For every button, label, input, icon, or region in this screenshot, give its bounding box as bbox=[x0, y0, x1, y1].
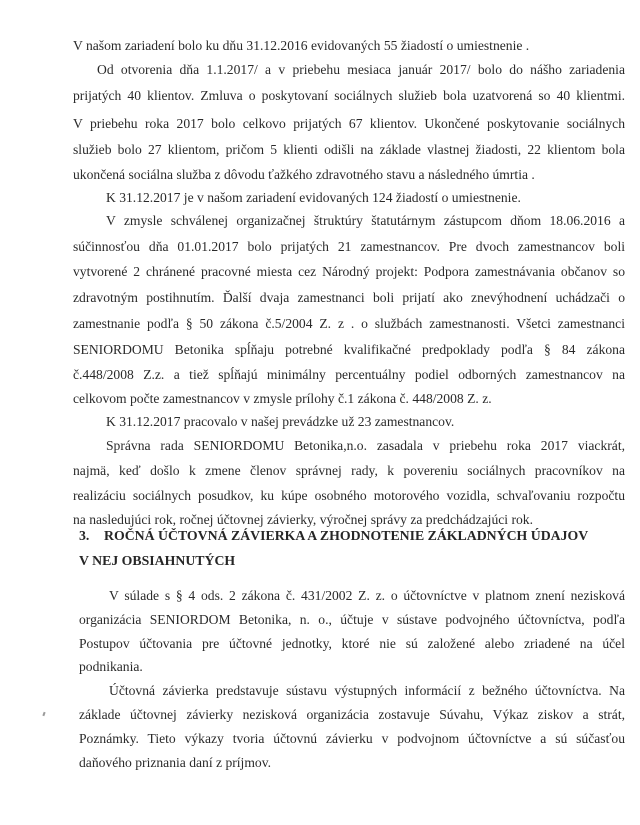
text-line: Správna rada SENIORDOMU Betonika,n.o. zasadala v priebehu roka 2017 viackrát, bbox=[106, 438, 625, 453]
text-line: Účtovná závierka predstavuje sústavu výstupných informácií z bežného účtovníctva. Na bbox=[109, 683, 625, 698]
text-line: K 31.12.2017 je v našom zariadení evidovaných 124 žiadostí o umiestnenie. bbox=[106, 190, 521, 205]
text-line: zamestnanie podľa § 50 zákona č.5/2004 Z. z . o službách zamestnanosti. Všetci zamestnanci bbox=[73, 316, 625, 331]
text-line: služieb bolo 27 klientom, pričom 5 klienti odišli na základe vlastnej žiadosti, 22 klientom bola bbox=[73, 142, 625, 157]
text-line: Postupov účtovania pre účtovné jednotky, ktoré nie sú založené alebo zriadené na účel bbox=[79, 636, 625, 651]
section-number: 3. bbox=[79, 528, 90, 543]
text-line: č.448/2008 Z.z. a tiež spĺňajú minimálny percentuálny podiel odborných zamestnancov na bbox=[73, 367, 625, 382]
text-line: V našom zariadení bolo ku dňu 31.12.2016 evidovaných 55 žiadostí o umiestnenie . bbox=[73, 38, 530, 53]
scan-speck bbox=[42, 712, 45, 716]
text-line: zdravotným postihnutím. Ďalší dvaja zamestnanci boli prijatí ako znevýhodnení uchádzači o bbox=[73, 290, 625, 305]
section-title-line2: V NEJ OBSIAHNUTÝCH bbox=[79, 553, 236, 568]
text-line: Od otvorenia dňa 1.1.2017/ a v priebehu mesiaca január 2017/ bolo do nášho zariadenia bbox=[97, 62, 625, 77]
text-line: vytvorené 2 chránené pracovné miesta cez Národný projekt: Podpora zamestnávania občanov so bbox=[73, 264, 625, 279]
text-line: SENIORDOMU Betonika spĺňaju potrebné kvalifikačné predpoklady podľa § 84 zákona bbox=[73, 342, 625, 357]
text-line: podnikania. bbox=[79, 659, 143, 674]
text-line: V priebehu roka 2017 bolo celkovo prijatých 67 klientov. Ukončené poskytovanie sociálnych bbox=[73, 116, 625, 131]
text-line: V súlade s § 4 ods. 2 zákona č. 431/2002 Z. z. o účtovníctve v platnom znení nezisková bbox=[109, 588, 625, 603]
text-line: realizáciu sociálnych posudkov, ku kúpe osobného motorového vozidla, schvaľovaniu rozpočtu bbox=[73, 488, 625, 503]
text-line: Poznámky. Tieto výkazy tvoria účtovnú závierku v podvojnom účtovníctve a sú súčasťou bbox=[79, 731, 625, 746]
text-line: K 31.12.2017 pracovalo v našej prevádzke už 23 zamestnancov. bbox=[106, 414, 455, 429]
text-line: súčinnosťou dňa 01.01.2017 bolo prijatých 21 zamestnancov. Pre dvoch zamestnancov boli bbox=[73, 239, 625, 254]
text-line: ukončená sociálna služba z dôvodu ťažkého zdravotného stavu a následného úmrtia . bbox=[73, 167, 535, 182]
text-line: základe účtovnej závierky nezisková organizácia zostavuje Súvahu, Výkaz ziskov a strát, bbox=[79, 707, 625, 722]
text-line: prijatých 40 klientov. Zmluva o poskytovaní sociálnych služieb bola uzatvorená so 40 klientmi. bbox=[73, 88, 625, 103]
section-title-line1: ROČNÁ ÚČTOVNÁ ZÁVIERKA A ZHODNOTENIE ZÁKLADNÝCH ÚDAJOV bbox=[104, 528, 589, 543]
text-line: organizácia SENIORDOM Betonika, n. o., účtuje v sústave podvojného účtovníctva, podľa bbox=[79, 612, 625, 627]
text-line: na nasledujúci rok, ročnej účtovnej závierky, výročnej správy za predchádzajúci rok. bbox=[73, 512, 533, 527]
text-line: daňového priznania daní z príjmov. bbox=[79, 755, 272, 770]
text-line: najmä, keď došlo k zmene členov správnej rady, k povereniu sociálnych pracovníkov na bbox=[73, 463, 625, 478]
text-line: celkovom počte zamestnancov v zmysle prílohy č.1 zákona č. 448/2008 Z. z. bbox=[73, 391, 492, 406]
text-line: V zmysle schválenej organizačnej štruktúry štatutárnym zástupcom dňom 18.06.2016 a bbox=[106, 213, 625, 228]
